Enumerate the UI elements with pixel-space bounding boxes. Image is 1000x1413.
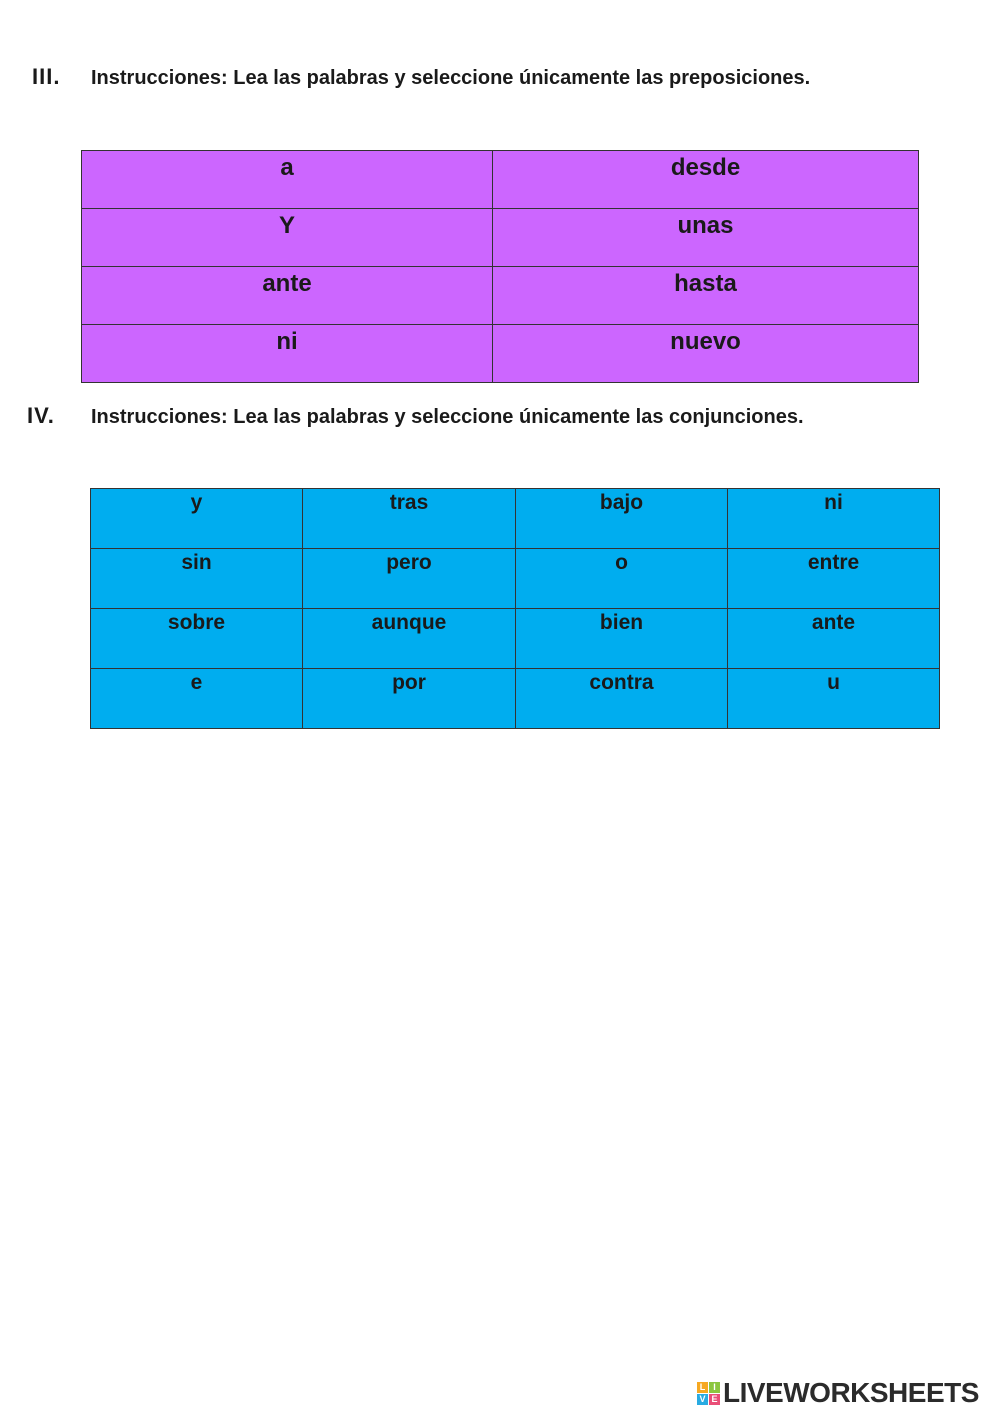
word-option[interactable]: nuevo [493, 325, 919, 383]
prepositions-table [81, 150, 919, 383]
section-number-iii: III. [32, 64, 61, 89]
table-row [82, 325, 919, 383]
word-option[interactable]: Y [82, 209, 493, 267]
logo-text: LIVEWORKSHEETS [723, 1377, 979, 1408]
word-option[interactable]: ni [82, 325, 493, 383]
word-option[interactable]: o [516, 549, 728, 609]
table-row [91, 669, 940, 729]
word-option[interactable]: bien [516, 609, 728, 669]
logo-tile: E [709, 1394, 720, 1405]
table-row [91, 489, 940, 549]
word-option[interactable]: a [82, 151, 493, 209]
word-option[interactable]: e [91, 669, 303, 729]
conjunctions-table [90, 488, 940, 729]
table-row [91, 609, 940, 669]
word-option[interactable]: hasta [493, 267, 919, 325]
word-option[interactable]: ante [82, 267, 493, 325]
liveworksheets-logo [697, 1378, 979, 1408]
word-option[interactable]: ante [728, 609, 940, 669]
section-number-iv: IV. [27, 403, 55, 428]
logo-tile: V [697, 1394, 708, 1405]
table-row [82, 267, 919, 325]
table-row [91, 549, 940, 609]
table-row [82, 209, 919, 267]
word-option[interactable]: pero [303, 549, 516, 609]
word-option[interactable]: sobre [91, 609, 303, 669]
logo-tile: L [697, 1382, 708, 1393]
word-option[interactable]: contra [516, 669, 728, 729]
word-option[interactable]: u [728, 669, 940, 729]
section-iii-instructions: Instrucciones: Lea las palabras y seleccione únicamente las preposiciones. [91, 67, 811, 89]
word-option[interactable]: desde [493, 151, 919, 209]
section-iv-instructions: Instrucciones: Lea las palabras y seleccione únicamente las conjunciones. [91, 406, 804, 428]
word-option[interactable]: aunque [303, 609, 516, 669]
word-option[interactable]: unas [493, 209, 919, 267]
word-option[interactable]: por [303, 669, 516, 729]
word-option[interactable]: y [91, 489, 303, 549]
word-option[interactable]: bajo [516, 489, 728, 549]
word-option[interactable]: entre [728, 549, 940, 609]
word-option[interactable]: sin [91, 549, 303, 609]
word-option[interactable]: ni [728, 489, 940, 549]
word-option[interactable]: tras [303, 489, 516, 549]
liveworksheets-logo-icon [697, 1382, 720, 1405]
table-row [82, 151, 919, 209]
logo-tile: I [709, 1382, 720, 1393]
